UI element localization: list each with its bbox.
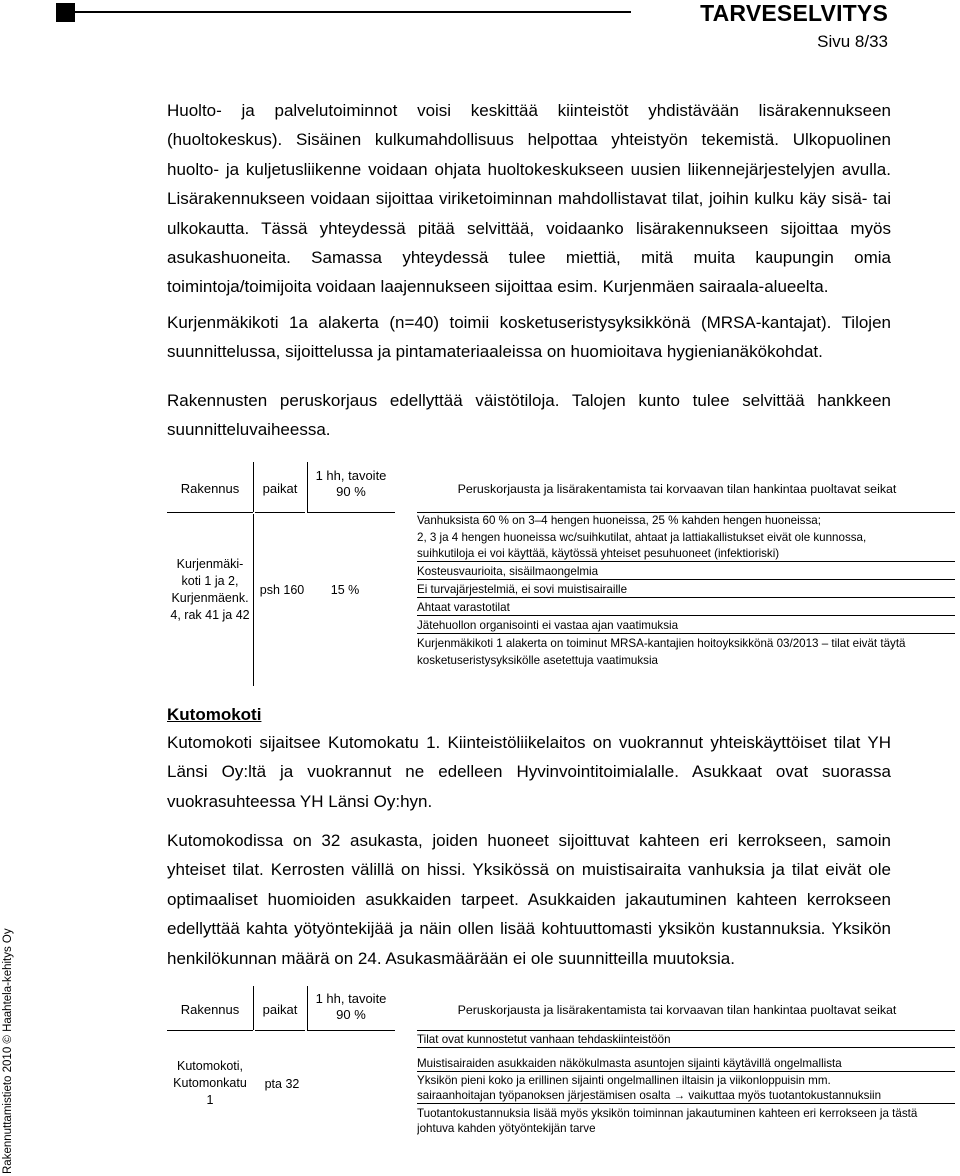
paragraph-kutomokoti-residents: Kutomokodissa on 32 asukasta, joiden huoneet sijoittuvat kahteen eri kerrokseen, samoin yhteiset tilat. Kerrosten välillä on hissi. Yksikössä on muistisairaita vanhuksia ja tilat eivät ole optimaaliset huomioiden asukkaiden tarpeet. Asukkaiden jakautuminen kahteen kerrokseen edellyttää kahta yötyöntekijää ja näin ollen lisää kohtuuttomasti yksikön kustannuksia. Yksikön henkilökunnan määrä on 24. Asukasmäärään ei ole suunnitteilla muutoksia. bbox=[167, 831, 891, 968]
building-line: Kutomokoti, bbox=[176, 1059, 243, 1073]
header-rule-places bbox=[255, 1030, 305, 1031]
reason-item: Tilat ovat kunnostetut vanhaan tehdaskiinteistöön bbox=[417, 1032, 955, 1048]
col-header-building: Rakennus bbox=[180, 1002, 240, 1017]
cell-building bbox=[167, 1058, 253, 1109]
reason-item: Ei turvajärjestelmiä, ei sovi muistisairaille bbox=[417, 582, 955, 598]
divider bbox=[307, 986, 308, 1030]
building-line: Kurjenmäenk. bbox=[171, 591, 249, 605]
section-heading-kutomokoti: Kutomokoti bbox=[167, 705, 262, 724]
reason-item: 2, 3 ja 4 hengen huoneissa wc/suihkutilat, ahtaat ja lattiakallistukset eivät ole kunnossa, bbox=[417, 531, 867, 544]
reason-item: Kosteusvaurioita, sisäilmaongelmia bbox=[417, 564, 955, 580]
side-copyright: Rakennuttamistieto 2010 © Haahtela-kehitys Oy bbox=[2, 928, 14, 1174]
reason-item: Vanhuksista 60 % on 3–4 hengen huoneissa, 25 % kahden hengen huoneissa; bbox=[417, 514, 821, 527]
reason-item: Ahtaat varastotilat bbox=[417, 600, 955, 616]
header-rule-target bbox=[307, 512, 395, 513]
paragraph-kurjenmakikoti: Kurjenmäkikoti 1a alakerta (n=40) toimii kosketuseristysyksikkönä (MRSA-kantajat). Tilojen suunnittelussa, sijoittelussa ja pintamateriaaleissa on huomioitava hygienianäkökohdat. bbox=[167, 313, 891, 362]
header-rule-reasons bbox=[417, 1030, 955, 1031]
divider bbox=[253, 462, 254, 512]
table-kurjenmakikoti bbox=[167, 462, 958, 686]
divider bbox=[307, 462, 308, 512]
col-header-target-line1: 1 hh, tavoite bbox=[315, 991, 387, 1006]
cell-building bbox=[167, 556, 253, 624]
col-header-target bbox=[307, 991, 395, 1023]
col-header-target bbox=[307, 468, 395, 500]
divider bbox=[253, 986, 254, 1030]
reason-item-text: sairaanhoitajan työpanoksen järjestämisen osalta bbox=[417, 1089, 671, 1102]
reason-item: Muistisairaiden asukkaiden näkökulmasta asuntojen sijainti käytävillä ongelmallista bbox=[417, 1056, 955, 1072]
cell-target: 15 % bbox=[330, 583, 360, 597]
reason-item bbox=[417, 1088, 955, 1104]
reason-item: Tuotantokustannuksia lisää myös yksikön toiminnan jakautuminen kahteen eri kerrokseen ja tästä johtuva kahden yötyöntekijän tarve bbox=[417, 1107, 918, 1136]
col-header-reasons: Peruskorjausta ja lisärakentamista tai korvaavan tilan hankintaa puoltavat seikat bbox=[457, 482, 897, 496]
paragraph-kutomokoti-location: Kutomokoti sijaitsee Kutomokatu 1. Kiinteistöliikelaitos on vuokrannut yhteiskäyttöiset tilat YH Länsi Oy:ltä ja vuokrannut ne edelleen Hyvinvointitoimialalle. Asukkaat ovat suorassa vuokrasuhteessa YH Länsi Oy:hyn. bbox=[167, 733, 891, 811]
reason-item: Kurjenmäkikoti 1 alakerta on toiminut MRSA-kantajien hoitoyksikkönä 03/2013 – tilat eivät täytä bbox=[417, 637, 906, 650]
page-number: Sivu 8/33 bbox=[817, 32, 888, 51]
col-header-building: Rakennus bbox=[180, 481, 240, 496]
col-header-target-line1: 1 hh, tavoite bbox=[315, 468, 387, 483]
col-header-target-line2: 90 % bbox=[336, 484, 366, 499]
building-line: Kutomonkatu bbox=[173, 1076, 247, 1090]
col-header-target-line2: 90 % bbox=[336, 1007, 366, 1022]
header-rule-places bbox=[255, 512, 305, 513]
reason-item: kosketuseristysyksikölle asetettuja vaatimuksia bbox=[417, 654, 658, 667]
document-title: TARVESELVITYS bbox=[700, 0, 888, 26]
building-line: Kurjenmäki- bbox=[176, 557, 244, 571]
reason-item: suihkutiloja ei voi käyttää, käytössä yhteiset pesuhuoneet (infektioriski) bbox=[417, 546, 955, 562]
building-line: koti 1 ja 2, bbox=[181, 574, 239, 588]
col-header-places: paikat bbox=[262, 481, 298, 496]
header-rule-target bbox=[307, 1030, 395, 1031]
col-header-reasons: Peruskorjausta ja lisärakentamista tai korvaavan tilan hankintaa puoltavat seikat bbox=[457, 1003, 897, 1017]
header-rule-building bbox=[167, 1030, 253, 1031]
paragraph-huolto: Huolto- ja palvelutoiminnot voisi keskittää kiinteistöt yhdistävään lisärakennukseen (huoltokeskus). Sisäinen kulkumahdollisuus helpottaa yhteistyön tekemistä. Ulkopuolinen huolto- ja kuljetusliikenne voidaan ohjata huoltokeskukseen uusien liikennejärjestelyjen avulla. Lisärakennukseen voidaan sijoittaa viriketoiminnan mahdollistavat tilat, joihin kulku käy sisä- tai ulkokautta. Tässä yhteydessä pitää selvittää, voidaanko lisärakennukseen sijoittaa myös asukashuoneita. Samassa yhteydessä tulee miettiä, mitä muita kaupungin omia toimintoja/toimijoita voidaan laajennukseen sijoittaa esim. Kurjenmäen sairaala-alueelta. bbox=[167, 101, 891, 297]
divider bbox=[253, 514, 254, 686]
paragraph-peruskorjaus: Rakennusten peruskorjaus edellyttää väistötiloja. Talojen kunto tulee selvittää hankkeen suunnitteluvaiheessa. bbox=[167, 391, 891, 440]
arrow-right-icon: → bbox=[673, 1089, 689, 1102]
reason-item: Yksikön pieni koko ja erillinen sijainti ongelmallinen iltaisin ja viikonloppuisin mm. bbox=[417, 1074, 831, 1087]
reason-item-text: vaikuttaa myös tuotantokustannuksiin bbox=[688, 1089, 882, 1102]
col-header-places: paikat bbox=[262, 1002, 298, 1017]
building-line: 1 bbox=[206, 1093, 214, 1107]
reason-item: Jätehuollon organisointi ei vastaa ajan vaatimuksia bbox=[417, 618, 955, 634]
header-square-mark bbox=[56, 3, 75, 22]
cell-places: psh 160 bbox=[259, 583, 305, 597]
header-rule bbox=[75, 11, 631, 13]
header-rule-building bbox=[167, 512, 253, 513]
cell-places: pta 32 bbox=[264, 1077, 300, 1091]
table-kutomokoti bbox=[167, 986, 958, 1174]
building-line: 4, rak 41 ja 42 bbox=[170, 608, 250, 622]
